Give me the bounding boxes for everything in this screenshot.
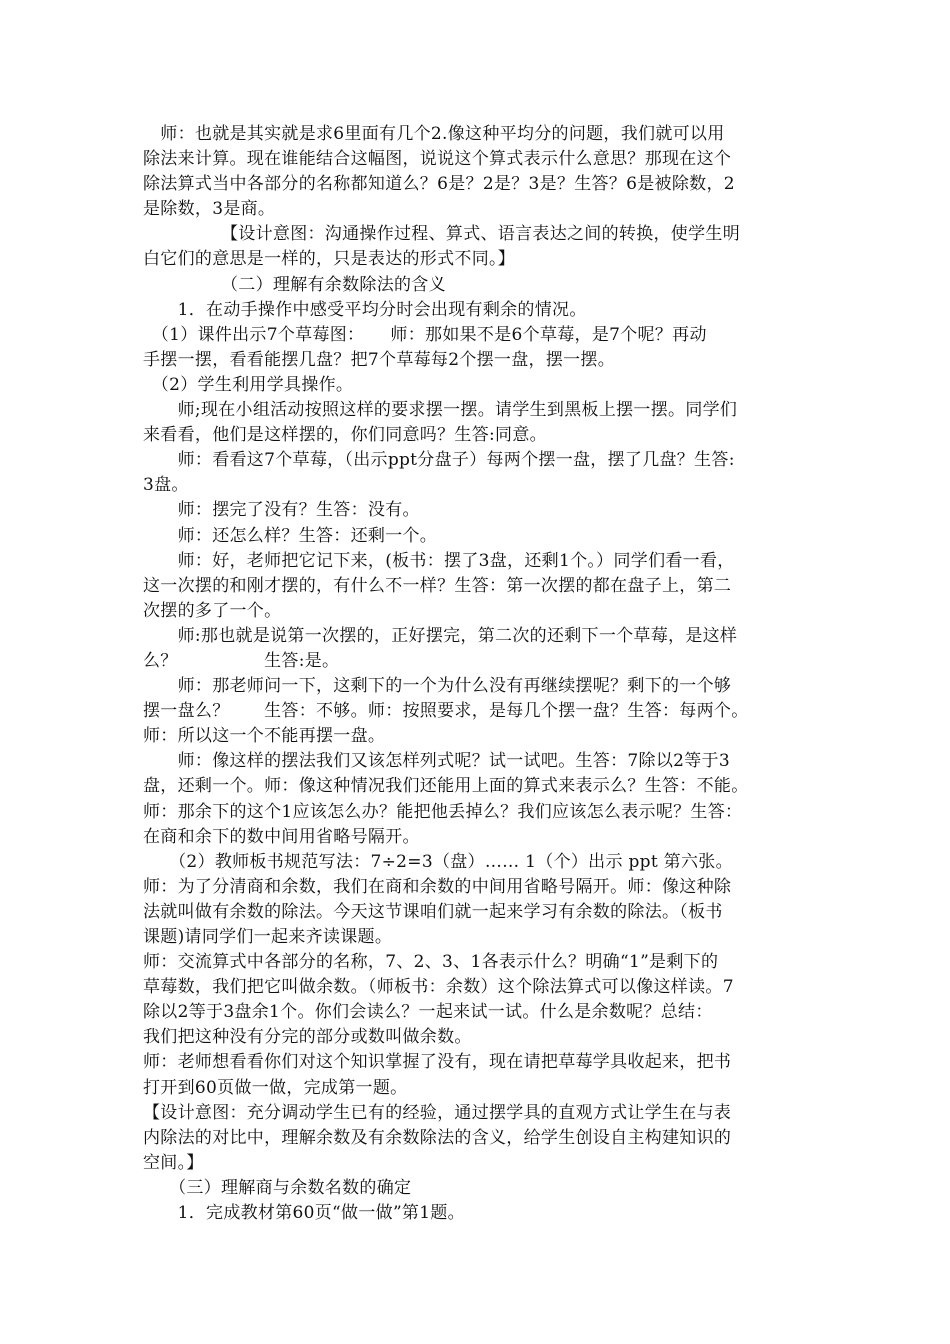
text-line: 盘，还剩一个。师：像这种情况我们还能用上面的算式来表示么？生答：不能。 (143, 776, 749, 797)
design-intent-note: 【设计意图：充分调动学生已有的经验，通过摆学具的直观方式让学生在与表 (143, 1102, 732, 1123)
text-line: 除法来计算。现在谁能结合这幅图，说说这个算式表示什么意思？那现在这个 (143, 149, 732, 170)
text-line: 师：好，老师把它记下来，(板书：摆了3盘，还剩1个。）同学们看一看， (143, 550, 735, 571)
text-line: 草莓数，我们把它叫做余数。（师板书：余数）这个除法算式可以像这样读。7 (143, 977, 734, 998)
text-line: 次摆的多了一个。 (143, 600, 282, 621)
text-line: 师：那老师问一下，这剩下的一个为什么没有再继续摆呢？剩下的一个够 (143, 676, 732, 697)
section-heading: （二）理解有余数除法的含义 (143, 274, 446, 295)
design-intent-note: 空间。】 (143, 1152, 204, 1173)
text-line: 师;现在小组活动按照这样的要求摆一摆。请学生到黑板上摆一摆。同学们 (143, 400, 738, 421)
text-line: 课题)请同学们一起来齐读课题。 (143, 927, 393, 947)
text-line: （2）学生利用学具操作。 (143, 374, 354, 395)
text-line: 打开到60页做一做，完成第一题。 (143, 1077, 408, 1098)
text-line: （1）课件出示7个草莓图： 师：那如果不是6个草莓，是7个呢？再动 (143, 324, 707, 345)
text-line: 法就叫做有余数的除法。今天这节课咱们就一起来学习有余数的除法。（板书 (143, 901, 723, 922)
text-line: （2）教师板书规范写法：7÷2=3（盘）…… 1（个）出示 ppt 第六张。 (143, 851, 733, 872)
text-line: 师：摆完了没有？生答：没有。 (143, 500, 420, 521)
text-line: 来看看，他们是这样摆的，你们同意吗？生答:同意。 (143, 425, 547, 446)
text-line: 是除数，3是商。 (143, 199, 276, 220)
section-heading: （三）理解商与余数名数的确定 (143, 1177, 412, 1198)
text-line: 师：为了分清商和余数，我们在商和余数的中间用省略号隔开。师：像这种除 (143, 876, 732, 897)
text-line: 3盘。 (143, 475, 189, 496)
text-line: 师：老师想看看你们对这个知识掌握了没有，现在请把草莓学具收起来，把书 (143, 1052, 732, 1073)
text-line: 除法算式当中各部分的名称都知道么？6是？2是？3是？生答？6是被除数，2 (143, 174, 735, 195)
text-line: 摆一盘么？ 生答：不够。师：按照要求，是每几个摆一盘？生答：每两个。 (143, 701, 749, 722)
text-line: 1．完成教材第60页“做一做”第1题。 (143, 1203, 465, 1224)
text-line: 师：看看这7个草莓，（出示ppt分盘子）每两个摆一盘，摆了几盘？生答: (143, 450, 735, 471)
text-line: 师：也就是其实就是求6里面有几个2.像这种平均分的问题，我们就可以用 (143, 124, 725, 144)
text-line: 师：那余下的这个1应该怎么办？能把他丢掉么？我们应该怎么表示呢？生答： (143, 801, 743, 822)
text-line: 手摆一摆，看看能摆几盘？把7个草莓每2个摆一盘，摆一摆。 (143, 349, 616, 370)
text-line: 师：还怎么样？生答：还剩一个。 (143, 525, 438, 546)
text-line: 师：所以这一个不能再摆一盘。 (143, 726, 386, 747)
text-line: 师：像这样的摆法我们又该怎样列式呢？试一试吧。生答：7除以2等于3 (143, 751, 730, 772)
text-line: 除以2等于3盘余1个。你们会读么？一起来试一试。什么是余数呢？总结： (143, 1002, 713, 1023)
text-line: 么？ 生答:是。 (143, 650, 340, 671)
design-intent-note: 内除法的对比中，理解余数及有余数除法的含义，给学生创设自主构建知识的 (143, 1127, 732, 1148)
text-line: 师:那也就是说第一次摆的，正好摆完，第二次的还剩下一个草莓，是这样 (143, 625, 738, 646)
text-line: 1．在动手操作中感受平均分时会出现有剩余的情况。 (143, 299, 587, 320)
text-line: 在商和余下的数中间用省略号隔开。 (143, 826, 420, 847)
design-intent-note: 【设计意图：沟通操作过程、算式、语言表达之间的转换，使学生明 (143, 224, 740, 245)
design-intent-note: 白它们的意思是一样的，只是表达的形式不同。】 (143, 249, 516, 270)
text-line: 师：交流算式中各部分的名称，7、2、3、1各表示什么？明确“1”是剩下的 (143, 952, 719, 973)
document-body (143, 122, 823, 1226)
text-line: 这一次摆的和刚才摆的，有什么不一样？生答：第一次摆的都在盘子上，第二 (143, 575, 732, 596)
text-line: 我们把这种没有分完的部分或数叫做余数。 (143, 1027, 472, 1048)
